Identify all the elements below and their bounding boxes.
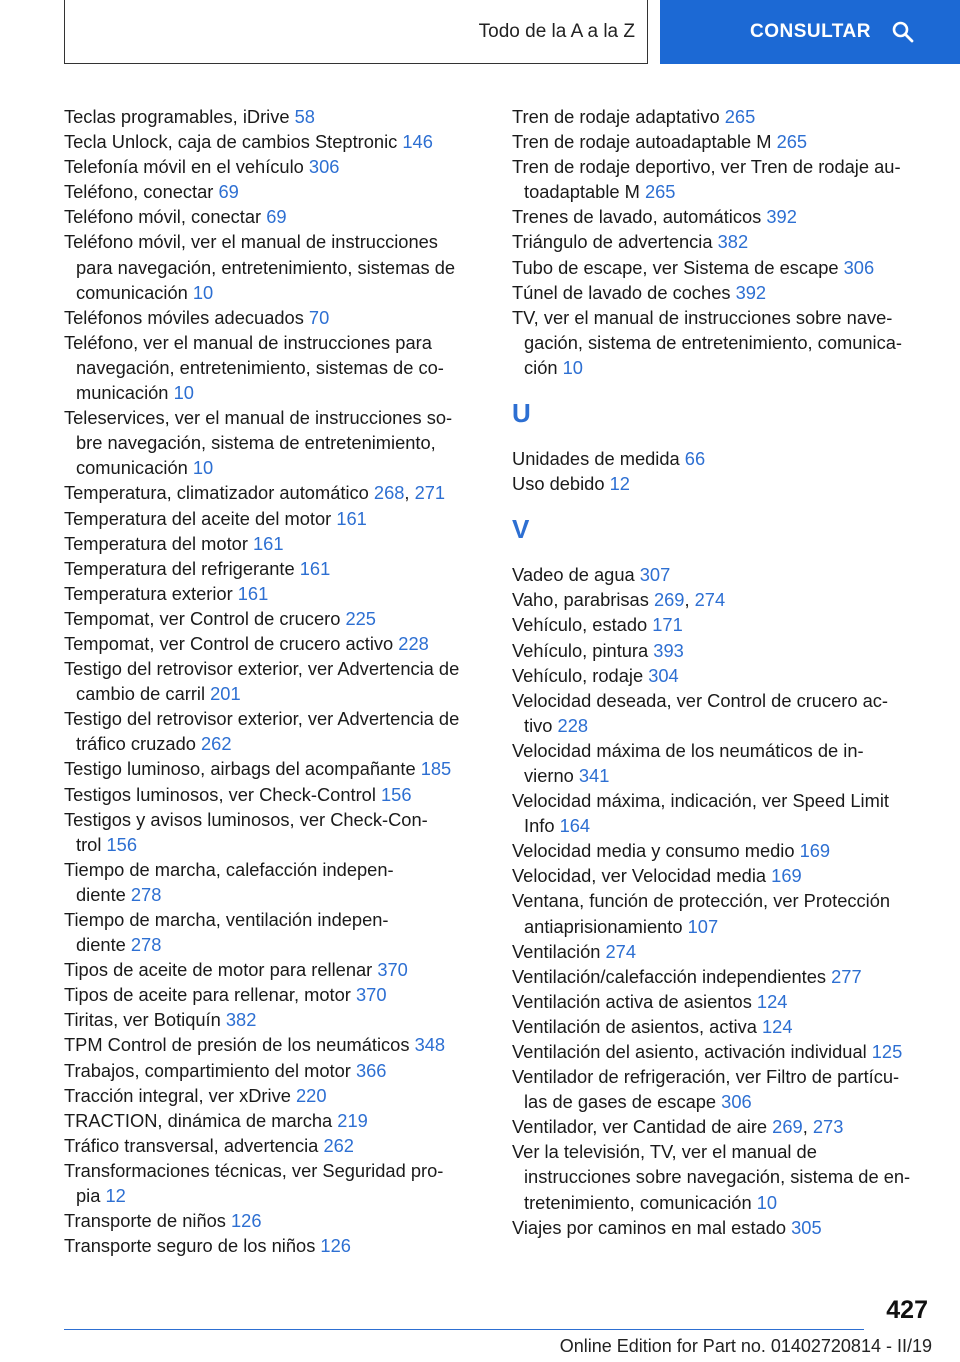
page-link[interactable]: 10 (756, 1191, 778, 1213)
index-entry-term: Teléfono, conectar (64, 181, 219, 203)
page-separator: , (802, 1116, 813, 1138)
page-link[interactable]: 156 (381, 783, 412, 805)
section-label: Todo de la A a la Z (478, 20, 635, 42)
index-column-left (64, 104, 482, 1258)
index-entry-term: Teclas programables, iDrive (64, 106, 295, 127)
page-link[interactable]: 392 (735, 281, 767, 303)
index-entry-term: Telefonía móvil en el vehículo (64, 156, 309, 178)
index-entry (512, 562, 932, 587)
page-link[interactable]: 268 (373, 482, 405, 504)
page-link[interactable]: 126 (231, 1210, 262, 1232)
index-entry-term: Teléfono, ver el manual de instrucciones para navegación, entretenimiento, sistemas de co- municación (64, 331, 444, 404)
index-entry (64, 706, 482, 756)
page-link[interactable]: 269 (653, 589, 685, 611)
index-entry-term: Vehículo, estado (512, 614, 653, 636)
index-entry-term: Ventana, función de protección, ver Protección antiaprisionamiento (512, 890, 891, 937)
index-entry (64, 204, 482, 229)
index-letter-heading: V (512, 514, 530, 545)
index-entry (64, 1108, 482, 1133)
index-entry-term: Vadeo de agua (512, 564, 640, 586)
index-entry (512, 587, 932, 612)
index-entry (512, 863, 932, 888)
index-entry (512, 1215, 932, 1240)
index-entry (64, 656, 482, 706)
index-entry (64, 631, 482, 656)
index-entry-term: Vehículo, rodaje (512, 664, 649, 686)
index-entry (64, 154, 482, 179)
index-entry-term: Vaho, parabrisas (512, 589, 654, 611)
page-link[interactable]: 265 (644, 181, 676, 203)
index-entry (512, 305, 932, 380)
index-entry-term: Temperatura del motor (64, 532, 253, 554)
index-entry-term: Tráfico transversal, advertencia (64, 1134, 324, 1156)
index-entry (512, 471, 932, 496)
index-entry (512, 638, 932, 663)
index-entry-term: Ventilador, ver Cantidad de aire (512, 1116, 773, 1138)
page-link[interactable]: 171 (652, 614, 683, 636)
page-link[interactable]: 225 (345, 607, 376, 629)
index-entry (512, 1114, 932, 1139)
index-entry-term: Tipos de aceite de motor para rellenar (64, 959, 378, 981)
page-link[interactable]: 169 (799, 840, 831, 862)
page-link[interactable]: 169 (771, 865, 802, 887)
page-link[interactable]: 306 (843, 256, 875, 278)
index-entry-term: Viajes por caminos en mal estado (512, 1216, 792, 1238)
index-entry-term: TPM Control de presión de los neumáticos (64, 1034, 415, 1056)
index-entry (64, 782, 482, 807)
index-entry (512, 688, 932, 738)
page-link[interactable]: 161 (299, 557, 331, 579)
index-entry-term: Ver la televisión, TV, ver el manual de instrucciones sobre navegación, sistema de en- tretenimiento, comunicación (512, 1141, 911, 1213)
page-link[interactable]: 382 (225, 1009, 257, 1031)
page-link[interactable]: 278 (130, 934, 162, 956)
index-entry (512, 446, 932, 471)
index-entry (64, 531, 482, 556)
index-entry-term: Velocidad deseada, ver Control de crucero ac- tivo (512, 689, 888, 736)
index-entry-term: Tracción integral, ver xDrive (64, 1084, 296, 1106)
page-link[interactable]: 70 (308, 306, 330, 328)
page-link[interactable]: 219 (337, 1109, 368, 1131)
index-entry (512, 104, 932, 129)
index-entry (64, 229, 482, 304)
consult-label: CONSULTAR (750, 21, 871, 42)
page-link[interactable]: 10 (192, 457, 214, 479)
index-entry (64, 1083, 482, 1108)
page-link[interactable]: 185 (420, 758, 452, 780)
index-entry (512, 838, 932, 863)
page-link[interactable]: 161 (336, 507, 367, 529)
page-link[interactable]: 58 (294, 106, 315, 127)
index-entry (512, 229, 932, 254)
index-entry (64, 506, 482, 531)
index-entry-term: Transporte seguro de los niños (64, 1235, 321, 1257)
index-entry-term: Tecla Unlock, caja de cambios Steptronic (64, 131, 403, 153)
index-entry-term: TRACTION, dinámica de marcha (64, 1109, 338, 1131)
page-link[interactable]: 124 (756, 990, 788, 1012)
index-entry-term: Teleservices, ver el manual de instrucciones so- bre navegación, sistema de entretenimiento, comunicación (64, 407, 453, 479)
index-letter-heading: U (512, 398, 531, 429)
index-entry-term: Ventilación activa de asientos (512, 990, 757, 1012)
index-column-right (512, 104, 932, 1240)
index-entry-term: Tiempo de marcha, calefacción indepen- diente (64, 858, 394, 905)
index-entry-term: Ventilación del asiento, activación individual (512, 1041, 872, 1062)
page-link[interactable]: 277 (831, 965, 862, 987)
page-link[interactable]: 124 (762, 1015, 793, 1037)
index-entry (64, 480, 482, 505)
index-entry (64, 556, 482, 581)
index-entry (512, 154, 932, 204)
index-entry (64, 305, 482, 330)
index-entry (512, 1039, 932, 1064)
page-link[interactable]: 274 (605, 940, 637, 962)
index-entry-term: Temperatura del refrigerante (64, 557, 300, 579)
index-entry (512, 939, 932, 964)
page-link[interactable]: 164 (559, 815, 591, 837)
page-link[interactable]: 393 (653, 639, 684, 661)
index-entry-term: Triángulo de advertencia (512, 231, 718, 253)
index-entry (64, 1133, 482, 1158)
index-entry (512, 738, 932, 788)
index-entry-term: Tren de rodaje deportivo, ver Tren de rodaje au- toadaptable M (512, 156, 901, 203)
index-entry (64, 1007, 482, 1032)
page-link[interactable]: 125 (871, 1041, 903, 1062)
index-entry-term: Ventilación de asientos, activa (512, 1015, 763, 1037)
section-tab[interactable] (64, 0, 648, 64)
index-entry (64, 606, 482, 631)
index-entry-term: Teléfono móvil, ver el manual de instrucciones para navegación, entretenimiento, sistemas de comunicación (64, 231, 456, 303)
index-entry-term: Tren de rodaje autoadaptable M (512, 131, 777, 153)
index-entry-term: Testigo luminoso, airbags del acompañante (64, 758, 421, 780)
index-entry-term: Velocidad máxima, indicación, ver Speed Limit Info (512, 790, 889, 837)
index-entry (64, 581, 482, 606)
page-link[interactable]: 370 (355, 984, 387, 1006)
index-entry (512, 129, 932, 154)
footer-divider (64, 1329, 864, 1330)
index-entry-term: Ventilación/calefacción independientes (512, 965, 832, 987)
page-link[interactable]: 366 (355, 1059, 387, 1081)
page-link[interactable]: 66 (684, 448, 706, 470)
index-entry (512, 964, 932, 989)
page-separator: , (404, 482, 415, 504)
page-number: 427 (886, 1296, 928, 1324)
index-entry-term: Túnel de lavado de coches (512, 281, 736, 303)
index-entry-term: Velocidad, ver Velocidad media (512, 865, 772, 887)
page-link[interactable]: 161 (237, 582, 269, 604)
index-entry-term: Velocidad media y consumo medio (512, 840, 800, 862)
index-entry (512, 788, 932, 838)
index-entry-term: Temperatura del aceite del motor (64, 507, 337, 529)
index-entry-term: Ventilación (512, 940, 606, 962)
index-entry-term: Temperatura, climatizador automático (64, 482, 374, 504)
index-entry-term: Testigo del retrovisor exterior, ver Advertencia de cambio de carril (64, 658, 460, 705)
index-entry (64, 1233, 482, 1258)
page-link[interactable]: 146 (402, 131, 433, 153)
page-link[interactable]: 274 (694, 589, 726, 611)
page-link[interactable]: 341 (578, 764, 610, 786)
index-entry-term: Temperatura exterior (64, 582, 238, 604)
page-link[interactable]: 306 (308, 156, 340, 178)
page-link[interactable]: 10 (562, 356, 583, 378)
index-entry (64, 957, 482, 982)
page-link[interactable]: 10 (173, 382, 194, 404)
index-entry (64, 1058, 482, 1083)
page-link[interactable]: 10 (192, 281, 214, 303)
page-separator: , (684, 589, 695, 611)
page-link[interactable]: 348 (414, 1034, 446, 1056)
index-entry-term: Trabajos, compartimiento del motor (64, 1059, 356, 1081)
index-entry (64, 756, 482, 781)
index-entry-term: Trenes de lavado, automáticos (512, 206, 767, 228)
index-entry (64, 1158, 482, 1208)
page-link[interactable]: 265 (776, 131, 808, 153)
index-entry-term: Tiritas, ver Botiquín (64, 1009, 226, 1031)
index-entry-term: Transporte de niños (64, 1210, 231, 1232)
index-entry-term: Tren de rodaje adaptativo (512, 106, 725, 127)
index-entry-term: Tiempo de marcha, ventilación indepen- diente (64, 909, 389, 956)
page-link[interactable]: 262 (200, 733, 232, 755)
consult-button[interactable] (660, 0, 960, 64)
index-entry-term: Uso debido (512, 473, 610, 495)
page-link[interactable]: 273 (812, 1116, 844, 1138)
index-entry-term: Testigos luminosos, ver Check-Control (64, 783, 381, 805)
page-link[interactable]: 382 (717, 231, 749, 253)
index-entry (64, 129, 482, 154)
index-entry (512, 989, 932, 1014)
page-link[interactable]: 107 (687, 915, 719, 937)
page-link[interactable]: 126 (320, 1235, 351, 1257)
index-entry-term: Unidades de medida (512, 448, 685, 470)
page-link[interactable]: 12 (609, 473, 630, 495)
index-entry-term: Vehículo, pintura (512, 639, 654, 661)
index-entry (64, 405, 482, 480)
index-entry (512, 888, 932, 938)
index-entry-term: Tipos de aceite para rellenar, motor (64, 984, 356, 1006)
index-entry-term: Velocidad máxima de los neumáticos de in- vierno (512, 739, 864, 786)
page-link[interactable]: 271 (414, 482, 446, 504)
page-link[interactable]: 69 (218, 181, 239, 203)
page-link[interactable]: 156 (106, 833, 137, 855)
index-entry (512, 280, 932, 305)
index-entry (512, 1014, 932, 1039)
index-entry (512, 204, 932, 229)
index-entry (64, 807, 482, 857)
page-link[interactable]: 269 (772, 1116, 803, 1138)
index-entry (64, 1032, 482, 1057)
page-link[interactable]: 307 (639, 564, 671, 586)
index-entry (64, 104, 482, 129)
index-entry (64, 330, 482, 405)
page-link[interactable]: 262 (323, 1134, 354, 1156)
page-link[interactable]: 306 (721, 1091, 752, 1113)
page-link[interactable]: 265 (724, 106, 756, 127)
index-entry (64, 907, 482, 957)
page-link[interactable]: 220 (295, 1084, 327, 1106)
page-link[interactable]: 305 (791, 1216, 822, 1238)
index-entry-term: Testigo del retrovisor exterior, ver Advertencia de tráfico cruzado (64, 708, 460, 755)
page-link[interactable]: 12 (105, 1185, 126, 1207)
page-link[interactable]: 69 (266, 206, 287, 228)
page-link[interactable]: 304 (648, 664, 679, 686)
page-link[interactable]: 228 (557, 714, 589, 736)
page-link[interactable]: 392 (766, 206, 797, 228)
index-entry-term: Tubo de escape, ver Sistema de escape (512, 256, 844, 278)
index-entry-term: Tempomat, ver Control de crucero (64, 607, 346, 629)
index-entry (512, 255, 932, 280)
index-entry (512, 612, 932, 637)
page-link[interactable]: 161 (253, 532, 284, 554)
search-icon (891, 20, 915, 44)
index-entry-term: Testigos y avisos luminosos, ver Check-Con- trol (64, 808, 428, 855)
index-entry (64, 857, 482, 907)
index-entry-term: Tempomat, ver Control de crucero activo (64, 632, 399, 654)
page-link[interactable]: 201 (210, 683, 241, 705)
index-entry (512, 1064, 932, 1114)
index-entry (64, 982, 482, 1007)
index-entry-term: TV, ver el manual de instrucciones sobre nave- gación, sistema de entretenimiento, comunica- ción (512, 306, 903, 378)
page-link[interactable]: 370 (377, 959, 408, 981)
index-entry (512, 1139, 932, 1214)
page-link[interactable]: 278 (130, 883, 162, 905)
index-entry (64, 179, 482, 204)
index-entry (64, 1208, 482, 1233)
index-entry-term: Teléfono móvil, conectar (64, 206, 267, 228)
index-entry (512, 663, 932, 688)
index-entry-term: Teléfonos móviles adecuados (64, 306, 309, 328)
index-entry-term: Ventilador de refrigeración, ver Filtro de partícu- las de gases de escape (512, 1066, 900, 1113)
edition-info: Online Edition for Part no. 01402720814 - II/19 (559, 1336, 932, 1356)
index-entry-term: Transformaciones técnicas, ver Seguridad pro- pia (64, 1159, 444, 1207)
page-link[interactable]: 228 (398, 632, 429, 654)
